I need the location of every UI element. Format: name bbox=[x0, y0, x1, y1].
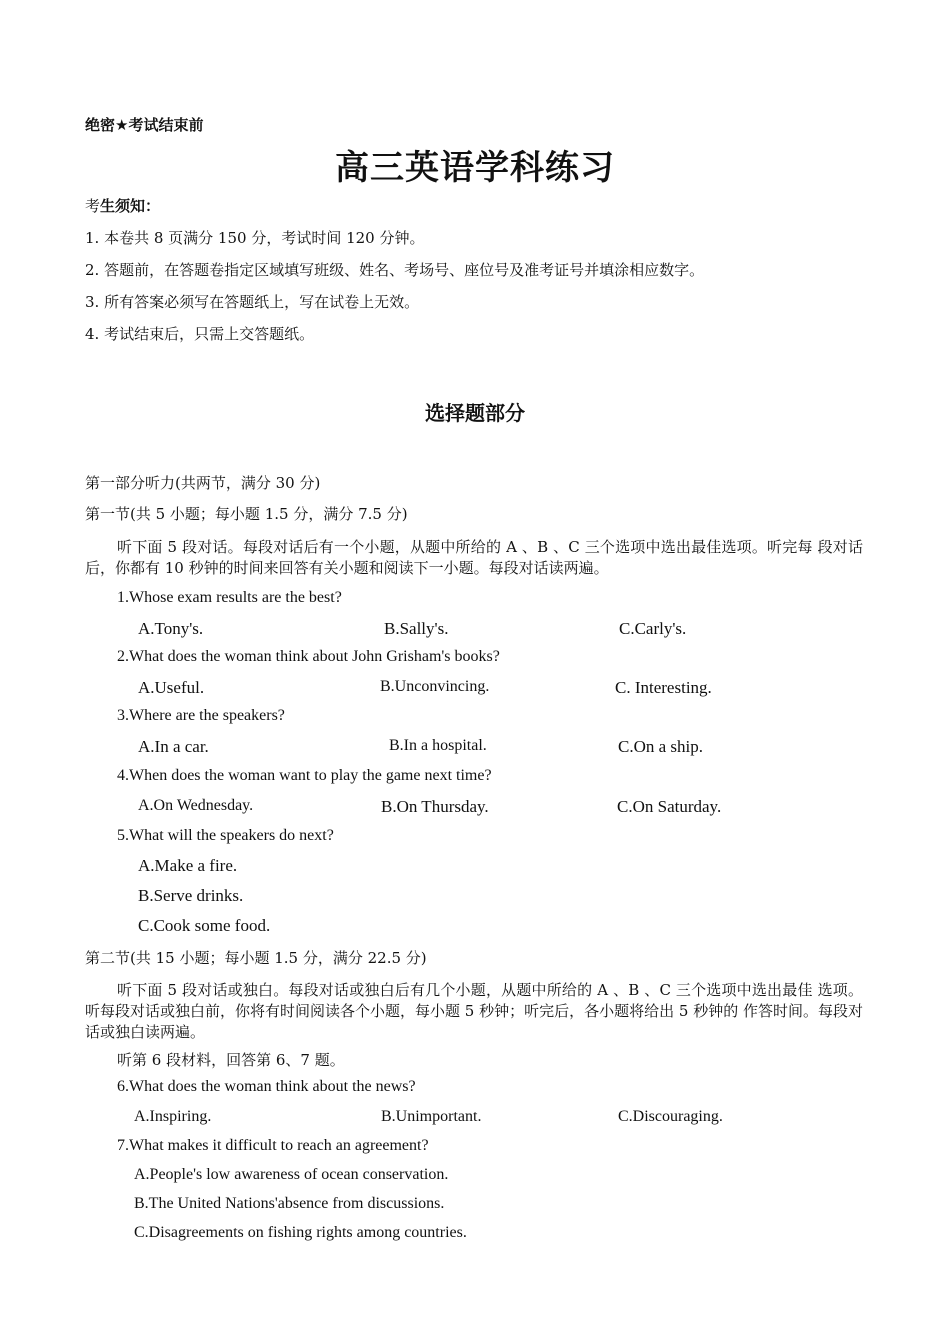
notice-heading-prefix: 考 bbox=[85, 197, 101, 215]
option-b: B.On Thursday. bbox=[381, 797, 489, 816]
notice-heading-bold: 生须知： bbox=[100, 197, 161, 215]
notice-item: 2. 答题前，在答题卷指定区域填写班级、姓名、考场号、座位号及准考证号并填涂相应数字。 bbox=[85, 261, 705, 279]
page-title: 高三英语学科练习 bbox=[335, 148, 615, 188]
option-b: B.Sally's. bbox=[384, 619, 449, 638]
option-c: C.On Saturday. bbox=[617, 797, 722, 816]
confidential-label: 绝密★考试结束前 bbox=[85, 116, 204, 134]
notice-heading bbox=[85, 195, 160, 216]
option-a: A.In a car. bbox=[138, 737, 209, 756]
option-a: A.Make a fire. bbox=[138, 856, 238, 875]
option-b: B.The United Nations'absence from discussions. bbox=[134, 1195, 445, 1212]
question-stem: 6.What does the woman think about the news? bbox=[117, 1078, 416, 1095]
option-b: B.Serve drinks. bbox=[138, 886, 244, 905]
section-title: 选择题部分 bbox=[425, 401, 525, 425]
option-b: B.Unimportant. bbox=[381, 1108, 482, 1125]
option-a: A.On Wednesday. bbox=[138, 797, 254, 814]
option-a: A.People's low awareness of ocean conservation. bbox=[134, 1166, 449, 1183]
option-a: A.Useful. bbox=[138, 678, 205, 697]
question-stem: 7.What makes it difficult to reach an agreement? bbox=[117, 1137, 429, 1154]
question-stem: 5.What will the speakers do next? bbox=[117, 827, 334, 844]
part-heading: 第一部分听力(共两节，满分 30 分) bbox=[85, 474, 321, 492]
question-stem: 3.Where are the speakers? bbox=[117, 707, 285, 724]
material-instruction: 听第 6 段材料，回答第 6、7 题。 bbox=[117, 1051, 345, 1069]
question-stem: 2.What does the woman think about John Grisham's books? bbox=[117, 648, 500, 665]
option-c: C.Cook some food. bbox=[138, 916, 271, 935]
option-c: C.Discouraging. bbox=[618, 1108, 723, 1125]
option-c: C.Disagreements on fishing rights among countries. bbox=[134, 1224, 467, 1241]
notice-item: 3. 所有答案必须写在答题纸上，写在试卷上无效。 bbox=[85, 293, 420, 311]
option-a: A.Tony's. bbox=[138, 619, 204, 638]
section2-instructions: 听下面 5 段对话或独白。每段对话或独白后有几个小题，从题中所给的 A 、B 、C 三个选项中选出最佳 选项。听每段对话或独白前，你将有时间阅读各个小题，每小题 5 秒钟；听完后，各小题将给出 5 秒钟的 作答时间。每段对话或独白读两遍。 bbox=[85, 981, 863, 1041]
question-stem: 1.Whose exam results are the best? bbox=[117, 589, 342, 606]
question-stem: 4.When does the woman want to play the game next time? bbox=[117, 767, 492, 784]
option-c: C. Interesting. bbox=[615, 678, 712, 697]
notice-item: 4. 考试结束后，只需上交答题纸。 bbox=[85, 325, 315, 343]
section1-instructions: 听下面 5 段对话。每段对话后有一个小题，从题中所给的 A 、B 、C 三个选项中选出最佳选项。听完每 段对话后，你都有 10 秒钟的时间来回答有关小题和阅读下一小题。每段对话读两遍。 bbox=[85, 538, 863, 577]
option-b: B.In a hospital. bbox=[389, 737, 487, 754]
option-a: A.Inspiring. bbox=[134, 1108, 212, 1125]
section1-heading: 第一节(共 5 小题；每小题 1.5 分，满分 7.5 分) bbox=[85, 505, 408, 523]
notice-item: 1. 本卷共 8 页满分 150 分，考试时间 120 分钟。 bbox=[85, 229, 425, 247]
option-c: C.On a ship. bbox=[618, 737, 703, 756]
option-c: C.Carly's. bbox=[619, 619, 687, 638]
section2-heading: 第二节(共 15 小题；每小题 1.5 分，满分 22.5 分) bbox=[85, 949, 427, 967]
option-b: B.Unconvincing. bbox=[380, 678, 490, 695]
